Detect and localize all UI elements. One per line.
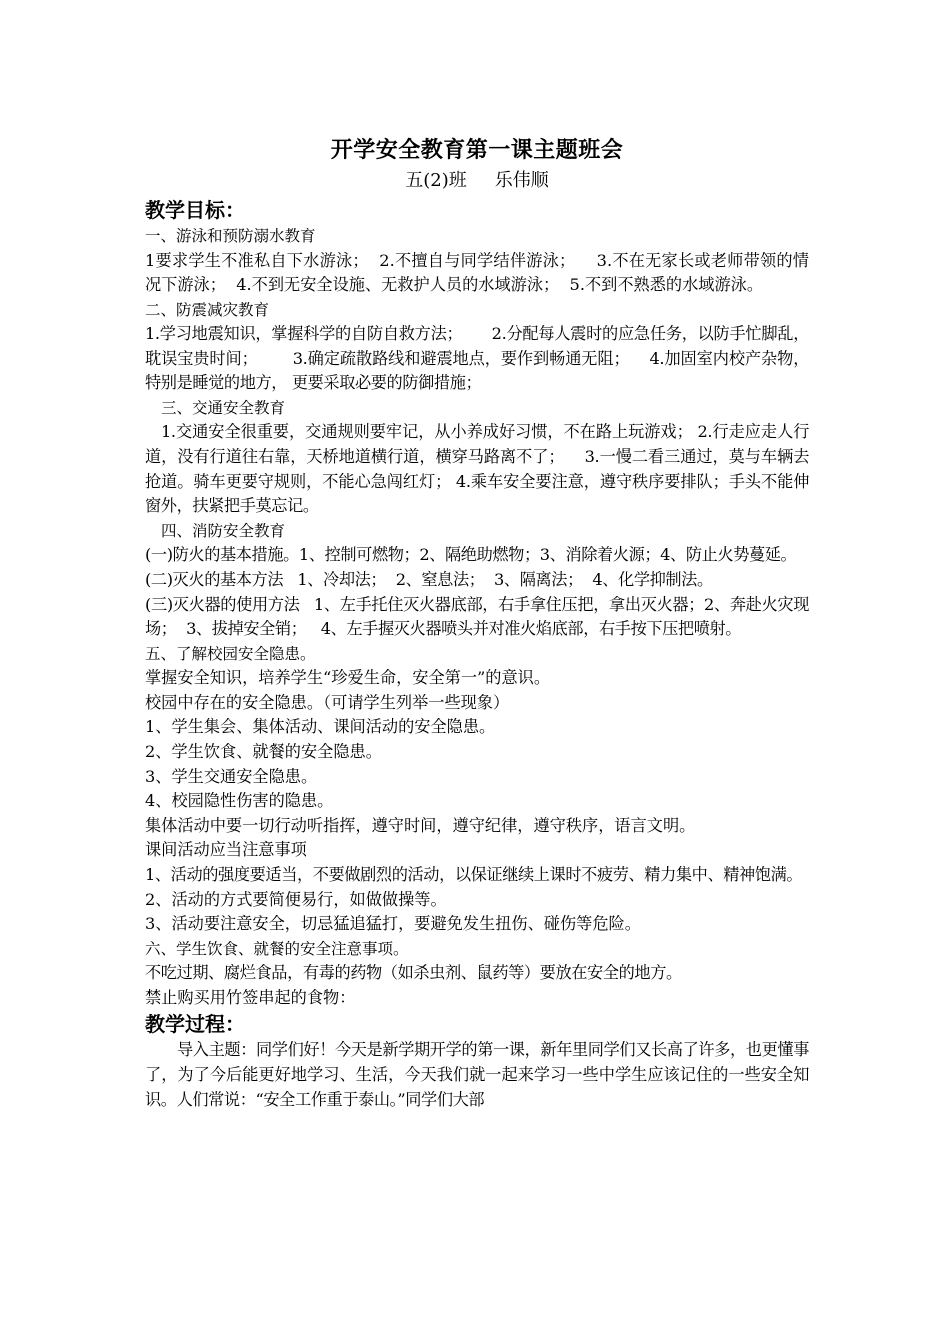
list-item: (三)灭火器的使用方法 1、左手托住灭火器底部，右手拿住压把，拿出灭火器；2、奔赴火灾现场； 3、拔掉安全销； 4、左手握灭火器喷头并对准火焰底部，右手按下压把喷射。 [145, 594, 809, 639]
list-item: 3、学生交通安全隐患。 [145, 766, 318, 786]
list-item: 3、活动要注意安全，切忌猛追猛打，要避免发生扭伤、碰伤等危险。 [145, 914, 641, 934]
section-heading: 六、学生饮食、就餐的安全注意事项。 [145, 939, 409, 958]
section-heading: 一、游泳和预防溺水教育 [145, 227, 316, 245]
class-name: 五(2)班 [405, 170, 467, 191]
list-item: 1、活动的强度要适当，不要做剧烈的活动，以保证继续上课时不疲劳、精力集中、精神饱满。 [145, 864, 803, 884]
teacher-name: 乐伟顺 [494, 170, 549, 191]
list-item: 课间活动应当注意事项 [145, 840, 307, 860]
list-item: 2、活动的方式要简便易行，如做做操等。 [145, 889, 447, 909]
section-body: 1.学习地震知识，掌握科学的自防自救方法； 2.分配每人震时的应急任务，以防手忙脚乱， 耽误宝贵时间； 3.确定疏散路线和避震地点，要作到畅通无阻； 4.加固室内校产杂物，特别是睡觉的地方， 更要采取必要的防御措施； [145, 324, 814, 393]
list-item: (一)防火的基本措施。1、控制可燃物；2、隔绝助燃物；3、消除着火源；4、防止火势蔓延。 [145, 545, 797, 565]
process-heading: 教学过程： [145, 1012, 245, 1037]
document-page [145, 134, 814, 1112]
list-item: 1、学生集会、集体活动、课间活动的安全隐患。 [145, 717, 496, 737]
list-item: 4、校园隐性伤害的隐患。 [145, 791, 334, 811]
list-item: 集体活动中要一切行动听指挥，遵守时间，遵守纪律，遵守秩序，语言文明。 [145, 815, 696, 835]
list-item: 2、学生饮食、就餐的安全隐患。 [145, 742, 382, 761]
section-body: 1.交通安全很重要，交通规则要牢记，从小养成好习惯，不在路上玩游戏； 2.行走应走人行道，没有行道往右靠，天桥地道横行道，横穿马路离不了； 3.一慢二看三通过，莫与车辆去抢道。骑车更要守规则，不能心急闯红灯； 4.乘车安全要注意，遵守秩序要排队；手头不能伸窗外，扶紧把手莫忘记。 [145, 422, 809, 516]
section-heading: 四、消防安全教育 [161, 521, 286, 540]
list-item: 掌握安全知识，培养学生“珍爱生命，安全第一”的意识。 [145, 668, 551, 688]
list-item: 不吃过期、腐烂食品，有毒的药物（如杀虫剂、鼠药等）要放在安全的地方。 [145, 963, 682, 983]
list-item: 禁止购买用竹签串起的食物： [145, 987, 356, 1007]
list-item: 校园中存在的安全隐患。（可请学生列举一些现象） [145, 692, 510, 712]
document-title: 开学安全教育第一课主题班会 [330, 137, 624, 163]
list-item: (二)灭火的基本方法 1、冷却法； 2、窒息法； 3、隔离法； 4、化学抑制法。 [145, 569, 713, 589]
section-heading: 三、交通安全教育 [161, 398, 286, 417]
section-heading: 二、防震减灾教育 [145, 300, 270, 319]
section-heading: 五、了解校园安全隐患。 [145, 644, 316, 663]
byline [145, 166, 809, 196]
process-intro: 导入主题：同学们好！今天是新学期开学的第一课，新年里同学们又长高了许多，也更懂事了，为了今后能更好地学习、生活，今天我们就一起来学习一些中学生应该记住的一些安全知识。人们常说：“安全工作重于泰山。”同学们大部 [145, 1040, 809, 1109]
objectives-heading: 教学目标： [145, 198, 245, 222]
section-body: 1要求学生不准私自下水游泳； 2.不擅自与同学结伴游泳； 3.不在无家长或老师带领的情况下游泳； 4.不到无安全设施、无救护人员的水域游泳； 5.不到不熟悉的水域游泳。 [145, 250, 809, 295]
